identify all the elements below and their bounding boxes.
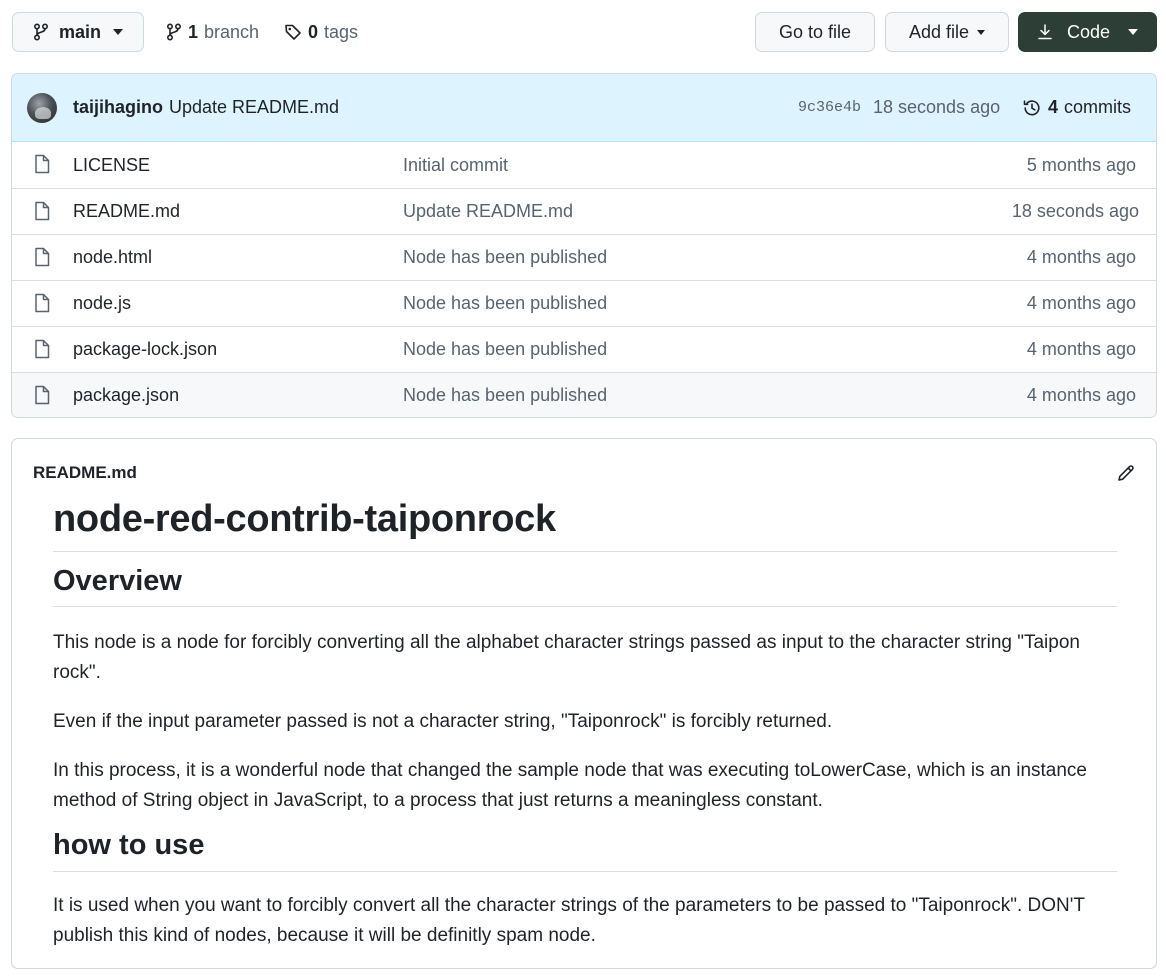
file-icon [34, 385, 50, 405]
commit-message-link[interactable]: Update README.md [169, 97, 340, 117]
file-commit-time: 18 seconds ago [1011, 201, 1139, 221]
chevron-down-icon [977, 30, 985, 35]
branches-label: branch [204, 21, 260, 42]
file-commit-time: 4 months ago [1026, 293, 1136, 313]
commit-author-link[interactable]: taijihagino [73, 97, 163, 117]
readme-overview-heading: Overview [53, 564, 1117, 608]
file-name-link[interactable]: README.md [73, 201, 181, 221]
code-button[interactable] [1018, 12, 1157, 52]
git-branch-icon [33, 23, 49, 41]
pencil-icon[interactable] [1116, 463, 1136, 483]
file-commit-time: 4 months ago [1026, 247, 1136, 267]
file-listing [11, 73, 1157, 418]
file-icon [34, 247, 50, 267]
file-commit-message-link[interactable]: Node has been published [403, 247, 608, 267]
add-file-button[interactable] [885, 12, 1009, 52]
readme-title: node-red-contrib-taiponrock [53, 497, 1117, 552]
file-commit-time: 5 months ago [1026, 154, 1136, 175]
file-row[interactable] [12, 234, 1156, 280]
file-icon [34, 154, 50, 174]
readme-box [11, 438, 1157, 969]
file-icon [34, 339, 50, 359]
commits-count: 4 [1048, 97, 1059, 117]
commit-sha-link[interactable]: 9c36e4b [798, 99, 862, 116]
file-commit-message-link[interactable]: Initial commit [403, 154, 509, 175]
file-commit-time: 4 months ago [1026, 339, 1136, 359]
readme-paragraph: This node is a node for forcibly converting all the alphabet character strings passed as input to the character string "Taipon rock". [53, 632, 1080, 684]
repo-toolbar [12, 12, 1157, 54]
readme-howto-heading: how to use [53, 828, 1117, 872]
tags-count: 0 [308, 21, 319, 42]
commits-label: commits [1064, 97, 1132, 117]
readme-paragraph: Even if the input parameter passed is not a character string, "Taiponrock" is forcibly returned. [53, 711, 833, 733]
file-commit-message-link[interactable]: Update README.md [403, 201, 574, 221]
file-commit-message-link[interactable]: Node has been published [403, 385, 608, 405]
branch-selector-button[interactable] [12, 12, 144, 52]
avatar[interactable] [27, 93, 57, 123]
latest-commit-bar [12, 74, 1156, 142]
tags-label: tags [324, 21, 359, 42]
add-file-label: Add file [908, 21, 970, 42]
file-row[interactable] [12, 372, 1156, 418]
file-name-link[interactable]: node.html [73, 247, 153, 267]
git-branch-icon [166, 23, 182, 41]
code-button-label: Code [1066, 21, 1111, 42]
readme-filename-link[interactable]: README.md [33, 463, 137, 482]
file-commit-time: 4 months ago [1026, 385, 1136, 405]
file-name-link[interactable]: node.js [73, 293, 132, 313]
file-name-link[interactable]: package.json [73, 385, 180, 405]
go-to-file-button[interactable]: Go to file [755, 12, 875, 52]
readme-paragraph: In this process, it is a wonderful node that changed the sample node that was executing toLowerCase, which is an instance method of String object in JavaScript, to a process that just returns a meaningless constant. [53, 760, 1087, 812]
readme-paragraph: It is used when you want to forcibly convert all the character strings of the parameters to be passed to "Taiponrock". DON'T publish this kind of nodes, because it will be definitly spam node. [53, 895, 1085, 947]
history-icon [1022, 98, 1042, 118]
commit-time: 18 seconds ago [873, 97, 1001, 117]
download-icon [1037, 23, 1053, 41]
branches-link[interactable] [166, 12, 259, 52]
file-name-link[interactable]: LICENSE [73, 154, 151, 175]
branches-count: 1 [188, 21, 199, 42]
file-row[interactable] [12, 188, 1156, 234]
file-row[interactable] [12, 326, 1156, 372]
file-icon [34, 201, 50, 221]
chevron-down-icon [113, 29, 123, 35]
file-row[interactable] [12, 280, 1156, 326]
file-commit-message-link[interactable]: Node has been published [403, 339, 608, 359]
tags-link[interactable] [284, 12, 358, 52]
branch-selector-label: main [59, 21, 102, 42]
file-name-link[interactable]: package-lock.json [73, 339, 218, 359]
file-icon [34, 293, 50, 313]
chevron-down-icon [1128, 29, 1138, 35]
file-row[interactable] [12, 142, 1156, 188]
readme-content [53, 497, 1117, 951]
tag-icon [284, 23, 302, 41]
commits-link[interactable] [1022, 97, 1131, 118]
file-commit-message-link[interactable]: Node has been published [403, 293, 608, 313]
